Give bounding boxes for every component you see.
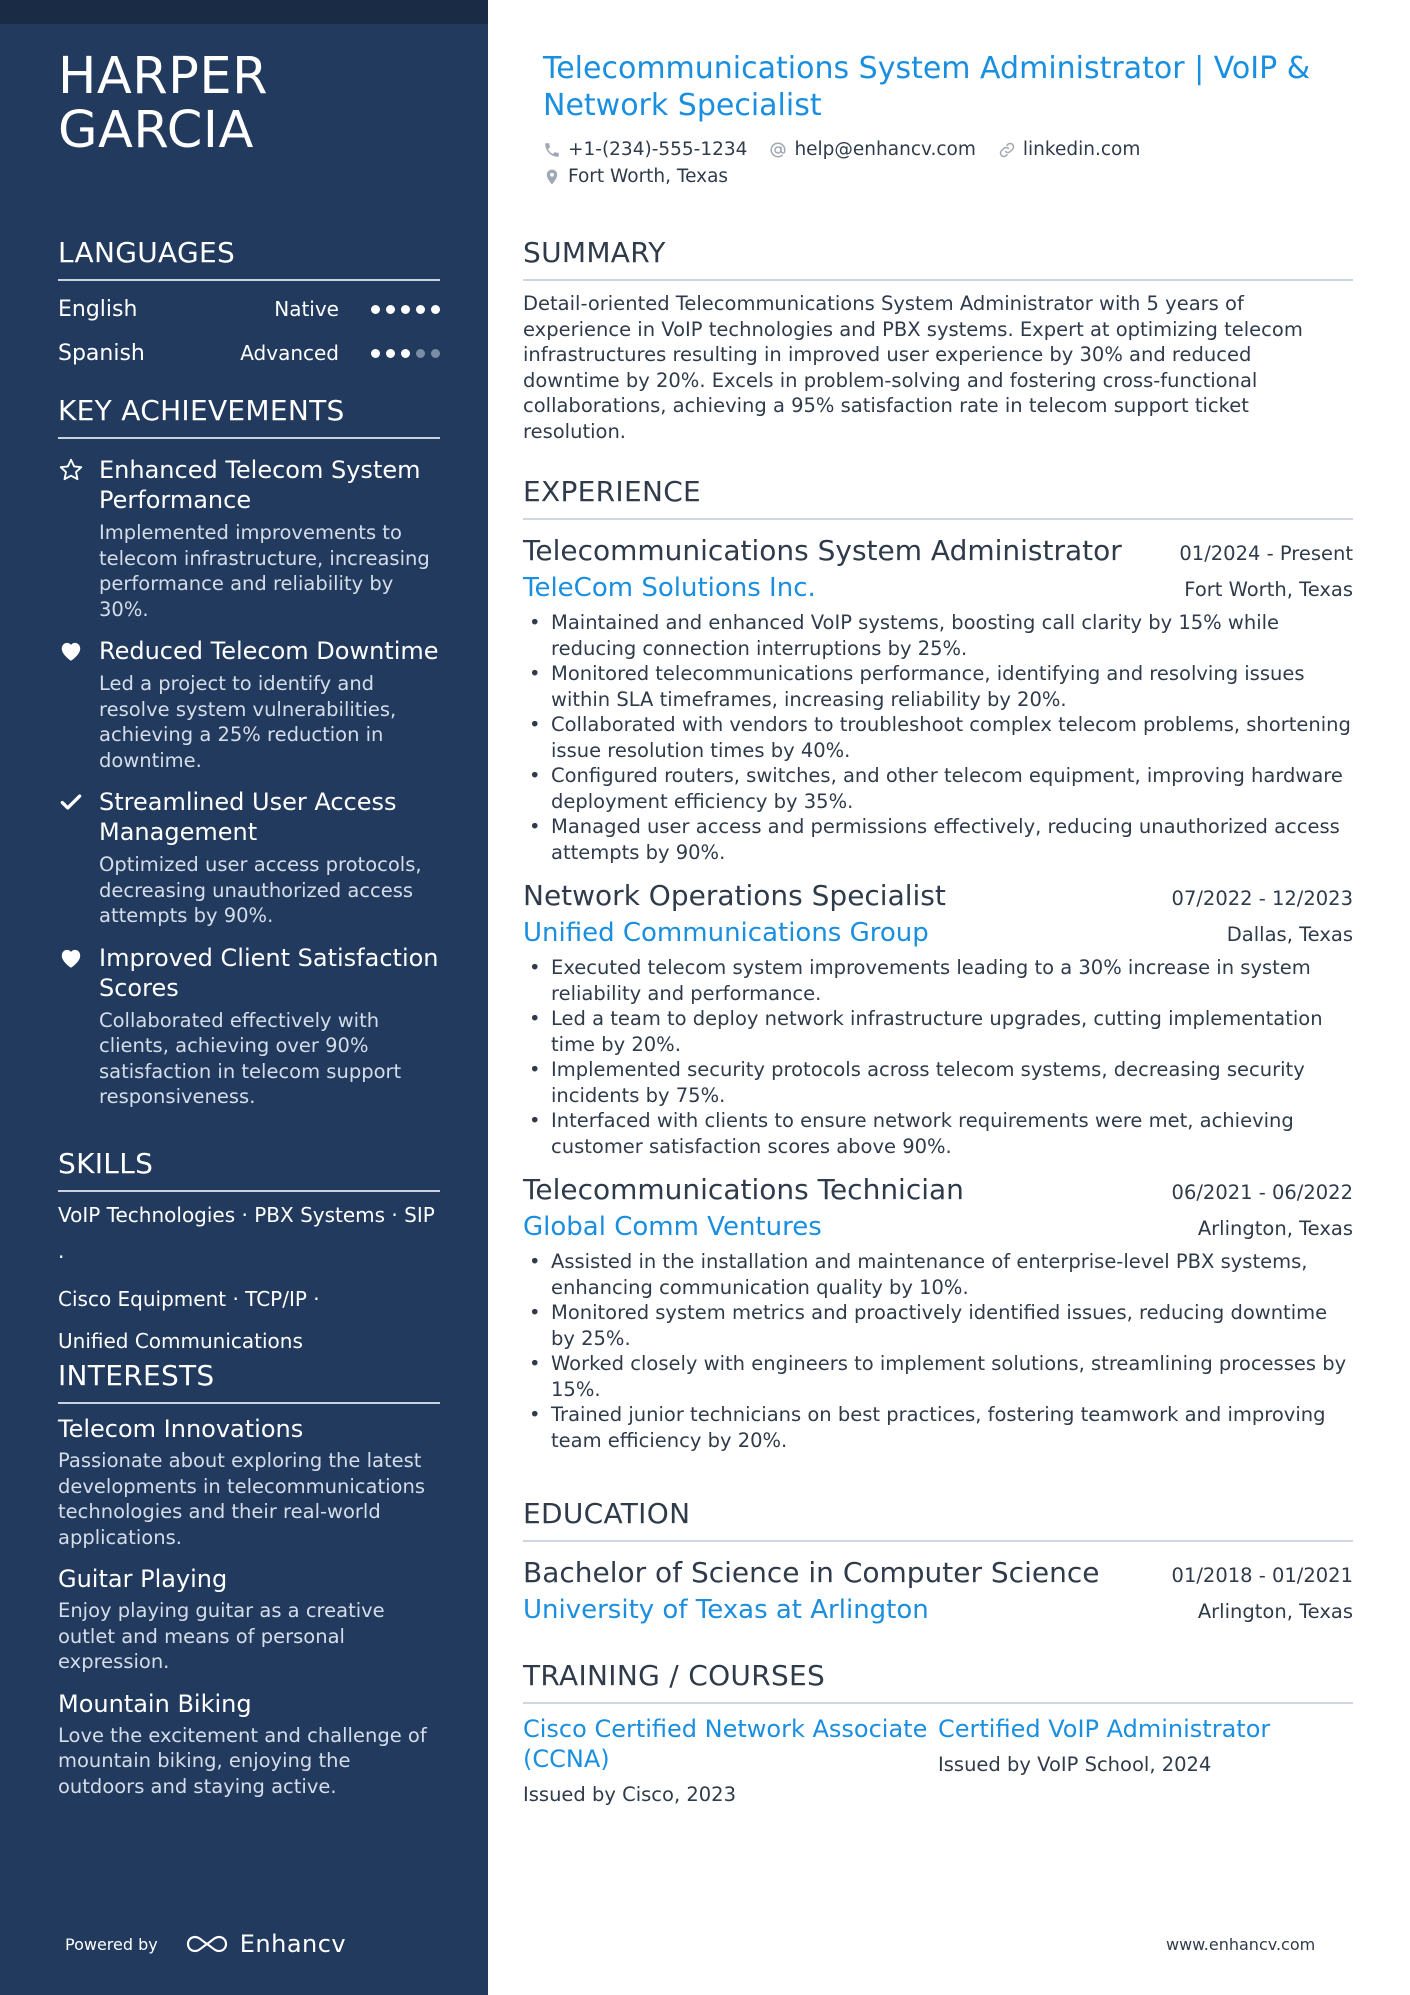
job-location: Dallas, Texas <box>1226 923 1353 946</box>
job-bullets <box>523 955 1353 1159</box>
bullet-item: • Monitored system metrics and proactively identified issues, reducing downtime by 25%. <box>523 1300 1353 1351</box>
bullet-item: • Interfaced with clients to ensure network requirements were met, achieving customer satisfaction scores above 90%. <box>523 1108 1353 1159</box>
interest-title: Mountain Biking <box>58 1689 252 1718</box>
job-title: Network Operations Specialist <box>523 879 946 912</box>
proficiency-dot <box>431 349 440 358</box>
star-icon <box>58 457 84 483</box>
job-location: Arlington, Texas <box>1197 1217 1353 1240</box>
job-entry <box>523 877 1353 1159</box>
interest-title: Guitar Playing <box>58 1565 228 1593</box>
job-dates: 01/2024 - Present <box>1179 542 1353 565</box>
language-row <box>58 331 440 375</box>
bullet-item: • Collaborated with vendors to troubleshoot complex telecom problems, shortening issue resolution times by 40%. <box>523 712 1353 763</box>
skills-line: VoIP Technologies · PBX Systems · SIP · <box>58 1203 435 1269</box>
contact-phone[interactable] <box>543 139 747 160</box>
job-dates: 06/2021 - 06/2022 <box>1171 1181 1353 1204</box>
bullet-item: • Executed telecom system improvements leading to a 30% increase in system reliability and performance. <box>523 955 1353 1006</box>
check-icon <box>58 789 84 815</box>
training-section <box>523 1659 1353 1808</box>
phone-icon <box>543 141 561 159</box>
candidate-name <box>58 47 269 160</box>
achievement-desc: Optimized user access protocols, decreasing unauthorized access attempts by 90%. <box>99 853 422 927</box>
powered-by-label: Powered by <box>65 1934 158 1954</box>
footer-website[interactable]: www.enhancv.com <box>1166 1935 1316 1954</box>
languages-section <box>58 236 440 375</box>
language-row <box>58 287 440 331</box>
brand-logo[interactable] <box>184 1930 346 1958</box>
achievement-item <box>58 636 440 773</box>
skills-list <box>58 1194 440 1362</box>
achievement-item <box>58 943 440 1110</box>
bullet-item: • Trained junior technicians on best practices, fostering teamwork and improving team efficiency by 20%. <box>523 1402 1353 1453</box>
bullet-item: • Assisted in the installation and maintenance of enterprise-level PBX systems, enhancing communication quality by 10%. <box>523 1249 1353 1300</box>
proficiency-dot <box>401 349 410 358</box>
name-last: GARCIA <box>58 101 254 160</box>
job-entry <box>523 532 1353 865</box>
interest-item <box>58 1689 440 1800</box>
powered-by <box>65 1930 346 1958</box>
language-level: Advanced <box>240 341 339 365</box>
course-desc: Issued by Cisco, 2023 <box>523 1783 736 1806</box>
languages-title: LANGUAGES <box>58 236 440 281</box>
interest-desc: Passionate about exploring the latest developments in telecommunications technologies and their real-world applications. <box>58 1449 425 1549</box>
email-address: help@enhancv.com <box>794 139 976 160</box>
location-pin-icon <box>543 168 561 186</box>
skills-line: Unified Communications <box>58 1329 303 1353</box>
bullet-item: • Managed user access and permissions effectively, reducing unauthorized access attempts by 90%. <box>523 814 1353 865</box>
school-name: University of Texas at Arlington <box>523 1595 929 1625</box>
language-level: Native <box>274 297 339 321</box>
interest-item <box>58 1564 440 1675</box>
proficiency-dot <box>416 305 425 314</box>
heart-icon <box>58 638 84 664</box>
interest-item <box>58 1414 440 1550</box>
sidebar-top-bar <box>0 0 488 24</box>
skills-title: SKILLS <box>58 1147 440 1192</box>
summary-section <box>523 236 1353 444</box>
skills-line: Cisco Equipment · TCP/IP · <box>58 1287 320 1311</box>
achievements-section <box>58 394 440 1110</box>
summary-text: Detail-oriented Telecommunications System Administrator with 5 years of experience in VoIP technologies and PBX systems. Expert at optimizing telecom infrastructures resulting in improved user experience by 30% and reduced downtime by 20%. Excels in problem-solving and fostering cross-functional collaborations, achieving a 95% satisfaction rate in telecom support ticket resolution. <box>523 292 1303 443</box>
skills-section <box>58 1147 440 1362</box>
course-title: Cisco Certified Network Associate (CCNA) <box>523 1715 928 1773</box>
course-desc: Issued by VoIP School, 2024 <box>938 1753 1212 1776</box>
phone-number: +1-(234)-555-1234 <box>568 139 748 160</box>
job-title: Telecommunications Technician <box>523 1173 964 1206</box>
brand-name: Enhancv <box>239 1930 347 1958</box>
link-icon <box>998 141 1016 159</box>
linkedin-url: linkedin.com <box>1022 139 1141 160</box>
school-location: Arlington, Texas <box>1197 1600 1353 1623</box>
company-name: Unified Communications Group <box>523 918 929 948</box>
language-name: Spanish <box>58 340 145 366</box>
heart-icon <box>58 945 84 971</box>
interest-title: Telecom Innovations <box>58 1415 304 1443</box>
enhancv-logo-icon <box>184 1933 230 1955</box>
achievement-desc: Collaborated effectively with clients, achieving over 90% satisfaction in telecom support responsiveness. <box>99 1008 402 1108</box>
course-item <box>523 1714 938 1808</box>
contact-info <box>543 136 1323 190</box>
experience-title: EXPERIENCE <box>523 475 1353 520</box>
education-dates: 01/2018 - 01/2021 <box>1171 1564 1353 1587</box>
achievements-title: KEY ACHIEVEMENTS <box>58 394 440 439</box>
job-dates: 07/2022 - 12/2023 <box>1171 887 1353 910</box>
job-bullets <box>523 610 1353 865</box>
name-first: HARPER <box>58 47 269 106</box>
bullet-item: • Maintained and enhanced VoIP systems, boosting call clarity by 15% while reducing connection interruptions by 25%. <box>523 610 1353 661</box>
location-text: Fort Worth, Texas <box>568 166 729 187</box>
degree-title: Bachelor of Science in Computer Science <box>523 1556 1100 1589</box>
resume-headline: Telecommunications System Administrator | VoIP & Network Specialist <box>543 51 1311 123</box>
job-location: Fort Worth, Texas <box>1184 578 1353 601</box>
bullet-item: • Implemented security protocols across telecom systems, decreasing security incidents by 75%. <box>523 1057 1353 1108</box>
proficiency-dot <box>401 305 410 314</box>
achievement-item <box>58 455 440 622</box>
contact-email[interactable] <box>769 139 975 160</box>
proficiency-dots <box>371 349 440 358</box>
proficiency-dots <box>371 305 440 314</box>
bullet-item: • Worked closely with engineers to implement solutions, streamlining processes by 15%. <box>523 1351 1353 1402</box>
proficiency-dot <box>386 349 395 358</box>
contact-location <box>543 166 728 187</box>
proficiency-dot <box>416 349 425 358</box>
education-entry <box>523 1554 1353 1628</box>
achievement-title: Streamlined User Access Management <box>99 788 397 846</box>
job-bullets <box>523 1249 1353 1453</box>
education-title: EDUCATION <box>523 1497 1353 1542</box>
training-title: TRAINING / COURSES <box>523 1659 1353 1704</box>
contact-linkedin[interactable] <box>998 139 1140 160</box>
bullet-item: • Led a team to deploy network infrastructure upgrades, cutting implementation time by 20%. <box>523 1006 1353 1057</box>
proficiency-dot <box>386 305 395 314</box>
language-name: English <box>58 296 138 322</box>
job-title: Telecommunications System Administrator <box>523 534 1122 567</box>
achievement-title: Reduced Telecom Downtime <box>99 637 439 665</box>
interest-desc: Love the excitement and challenge of mountain biking, enjoying the outdoors and staying active. <box>58 1723 427 1798</box>
achievement-desc: Implemented improvements to telecom infrastructure, increasing performance and reliability by 30%. <box>99 521 430 621</box>
achievement-item <box>58 787 440 929</box>
interests-title: INTERESTS <box>58 1359 440 1404</box>
achievement-desc: Led a project to identify and resolve system vulnerabilities, achieving a 25% reduction in downtime. <box>99 672 397 772</box>
at-sign-icon <box>769 141 787 159</box>
summary-title: SUMMARY <box>523 236 1353 281</box>
achievement-title: Enhanced Telecom System Performance <box>99 456 421 514</box>
proficiency-dot <box>371 305 380 314</box>
course-item <box>938 1714 1353 1808</box>
interests-section <box>58 1359 440 1799</box>
sidebar <box>0 0 488 1995</box>
achievement-title: Improved Client Satisfaction Scores <box>99 943 439 1002</box>
proficiency-dot <box>371 349 380 358</box>
courses-list <box>523 1714 1353 1808</box>
job-entry <box>523 1171 1353 1453</box>
education-section <box>523 1497 1353 1628</box>
proficiency-dot <box>431 305 440 314</box>
interest-desc: Enjoy playing guitar as a creative outlet and means of personal expression. <box>58 1599 385 1673</box>
bullet-item: • Configured routers, switches, and other telecom equipment, improving hardware deployment efficiency by 35%. <box>523 763 1353 814</box>
bullet-item: • Monitored telecommunications performance, identifying and resolving issues within SLA timeframes, increasing reliability by 20%. <box>523 661 1353 712</box>
course-title: Certified VoIP Administrator <box>938 1715 1271 1743</box>
experience-section <box>523 475 1353 1453</box>
company-name: Global Comm Ventures <box>523 1212 822 1242</box>
company-name: TeleCom Solutions Inc. <box>523 573 816 603</box>
